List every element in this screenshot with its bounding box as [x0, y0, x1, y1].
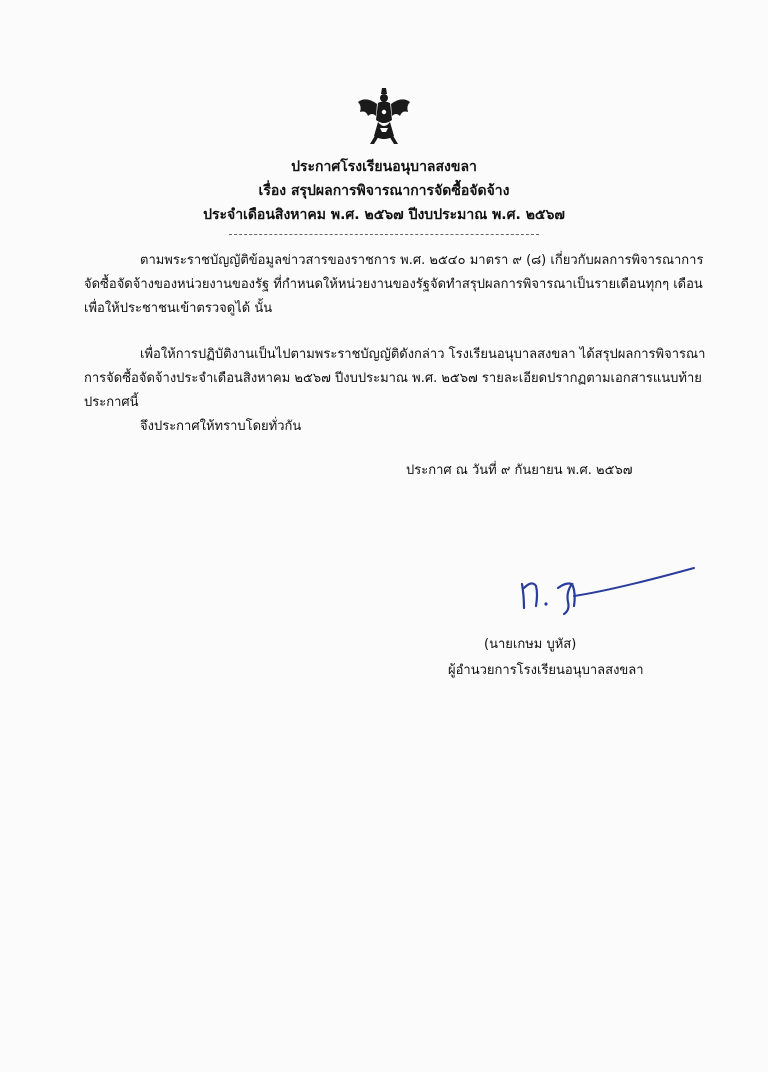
signer-title: ผู้อำนวยการโรงเรียนอนุบาลสงขลา: [448, 663, 644, 678]
paragraph-2-line-2: การจัดซื้อจัดจ้างประจำเดือนสิงหาคม ๒๕๖๗ ปีงบประมาณ พ.ศ. ๒๕๖๗ รายละเอียดปรากฏตามเอกสารแนบท้าย: [84, 371, 702, 386]
garuda-emblem-icon: [356, 86, 412, 148]
dashed-divider: [229, 234, 539, 235]
paragraph-1-line-1: ตามพระราชบัญญัติข้อมูลข่าวสารของราชการ พ.ศ. ๒๕๔๐ มาตรา ๙ (๘) เกี่ยวกับผลการพิจารณาการ: [140, 253, 704, 268]
announcement-period: ประจำเดือนสิงหาคม พ.ศ. ๒๕๖๗ ปีงบประมาณ พ.ศ. ๒๕๖๗: [203, 207, 565, 223]
announcement-date: ประกาศ ณ วันที่ ๙ กันยายน พ.ศ. ๒๕๖๗: [406, 463, 633, 478]
paragraph-1-line-3: เพื่อให้ประชาชนเข้าตรวจดูได้ นั้น: [84, 301, 273, 316]
announcement-title: ประกาศโรงเรียนอนุบาลสงขลา: [291, 159, 477, 175]
paragraph-2-line-3: ประกาศนี้: [84, 395, 139, 410]
signer-name: (นายเกษม บูหัส): [484, 637, 577, 652]
closing-statement: จึงประกาศให้ทราบโดยทั่วกัน: [140, 419, 302, 434]
paragraph-1-line-2: จัดซื้อจัดจ้างของหน่วยงานของรัฐ ที่กำหนดให้หน่วยงานของรัฐจัดทำสรุปผลการพิจารณาเป็นรายเดือนทุกๆ เดือน: [84, 277, 703, 292]
paragraph-2-line-1: เพื่อให้การปฏิบัติงานเป็นไปตามพระราชบัญญัติดังกล่าว โรงเรียนอนุบาลสงขลา ได้สรุปผลการพิจารณา: [140, 347, 706, 362]
announcement-subject: เรื่อง สรุปผลการพิจารณาการจัดซื้อจัดจ้าง: [258, 183, 510, 199]
handwritten-signature: [514, 562, 704, 622]
